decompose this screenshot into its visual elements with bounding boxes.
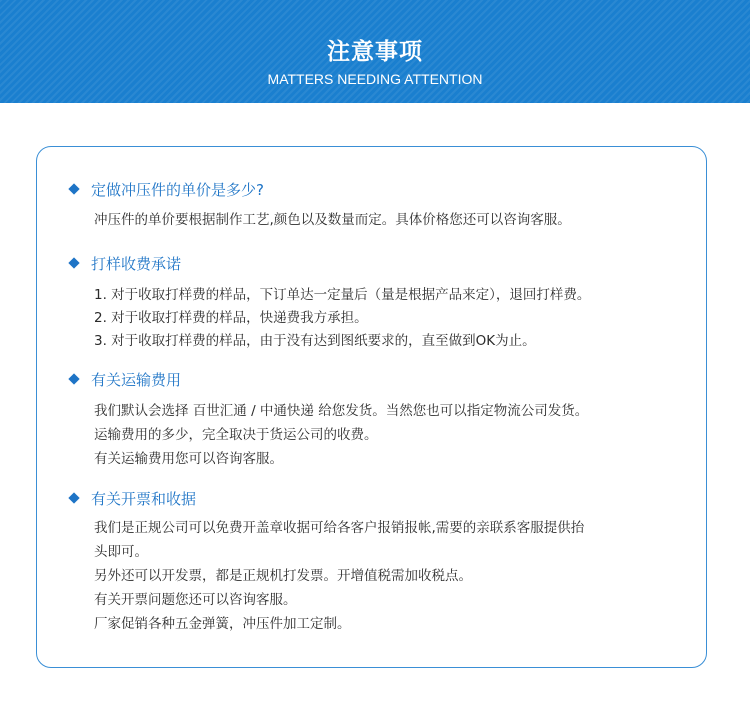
header-banner xyxy=(0,0,750,103)
page-title: 注意事项 xyxy=(327,39,423,65)
diamond-bullet-icon xyxy=(68,373,79,384)
section-line: 头即可。 xyxy=(94,544,148,560)
section-line: 2. 对于收取打样费的样品，快递费我方承担。 xyxy=(94,310,368,326)
section-line: 另外还可以开发票，都是正规机打发票。开增值税需加收税点。 xyxy=(94,568,472,584)
diamond-bullet-icon xyxy=(68,257,79,268)
section-line: 我们是正规公司可以免费开盖章收据可给各客户报销报帐,需要的亲联系客服提供抬 xyxy=(94,520,585,536)
section-title-shipping: 有关运输费用 xyxy=(68,370,181,390)
section-line: 有关开票问题您还可以咨询客服。 xyxy=(94,592,297,608)
diamond-bullet-icon xyxy=(68,492,79,503)
section-line: 厂家促销各种五金弹簧，冲压件加工定制。 xyxy=(94,616,351,632)
section-title-sample-fee: 打样收费承诺 xyxy=(68,254,181,274)
section-line: 有关运输费用您可以咨询客服。 xyxy=(94,451,283,467)
page-subtitle: MATTERS NEEDING ATTENTION xyxy=(267,71,483,87)
section-title-unit-price: 定做冲压件的单价是多少? xyxy=(68,180,264,200)
diamond-bullet-icon xyxy=(68,183,79,194)
section-title-invoice: 有关开票和收据 xyxy=(68,489,196,509)
section-line: 冲压件的单价要根据制作工艺,颜色以及数量而定。具体价格您还可以咨询客服。 xyxy=(94,212,571,228)
section-line: 3. 对于收取打样费的样品，由于没有达到图纸要求的，直至做到OK为止。 xyxy=(94,333,536,349)
section-line: 1. 对于收取打样费的样品，下订单达一定量后（量是根据产品来定），退回打样费。 xyxy=(94,287,591,303)
section-line: 运输费用的多少，完全取决于货运公司的收费。 xyxy=(94,427,378,443)
section-line: 我们默认会选择 百世汇通 / 中通快递 给您发货。当然您也可以指定物流公司发货。 xyxy=(94,403,589,419)
